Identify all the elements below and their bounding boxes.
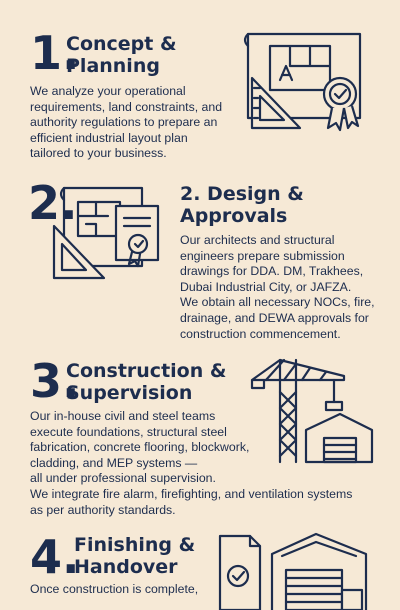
- step-1-number: 1.: [30, 26, 80, 80]
- step-1-line: authority regulations to prepare an: [30, 115, 218, 130]
- step-3-line: cladding, and MEP systems —: [30, 455, 198, 470]
- step-1-line: We analyze your operational: [30, 84, 186, 98]
- step-1-title: Concept & Planning: [66, 33, 177, 77]
- step-4-number: 4.: [30, 530, 80, 584]
- step-3-line: fabrication, concrete flooring, blockwork,: [30, 440, 250, 455]
- step-2-line: Dubai Industrial City, or JAFZA.: [180, 279, 352, 294]
- step-3-description: [30, 409, 352, 518]
- step-1-line: efficient industrial layout plan: [30, 130, 188, 145]
- step-2-line: engineers prepare submission: [180, 248, 345, 263]
- step-1-line: requirements, land constraints, and: [30, 99, 223, 114]
- step-1-line: tailored to your business.: [30, 146, 167, 161]
- design-documents-with-seal-icon: [46, 178, 166, 288]
- step-3-title: Construction & Supervision: [66, 360, 227, 404]
- step-2-line: drawings for DDA. DM, Trakhees,: [180, 264, 364, 279]
- step-2-line: We obtain all necessary NOCs, fire,: [180, 295, 375, 310]
- step-2-line: drainage, and DEWA approvals for: [180, 310, 369, 325]
- step-4-line: Once construction is complete,: [30, 582, 199, 596]
- step-3-line: as per authority standards.: [30, 502, 176, 517]
- step-3-line: We integrate fire alarm, firefighting, and ventilation systems: [30, 486, 353, 501]
- step-3-number: 3.: [30, 354, 80, 408]
- checklist-and-warehouse-icon: [216, 530, 386, 610]
- blueprint-with-approval-seal-icon: [240, 28, 370, 138]
- step-3-line: all under professional supervision.: [30, 471, 216, 486]
- step-2-description: [180, 233, 375, 342]
- step-3-line: Our in-house civil and steel teams: [30, 409, 216, 423]
- step-3-line: execute foundations, structural steel: [30, 424, 227, 439]
- step-1-description: [30, 84, 222, 162]
- step-2-line: construction commencement.: [180, 326, 341, 341]
- step-2-title: 2. Design & Approvals: [180, 183, 304, 227]
- step-2-line: Our architects and structural: [180, 233, 335, 247]
- step-4-description: [30, 582, 198, 598]
- step-4-title: Finishing & Handover: [74, 534, 196, 578]
- step-2-number: 2.: [28, 176, 78, 230]
